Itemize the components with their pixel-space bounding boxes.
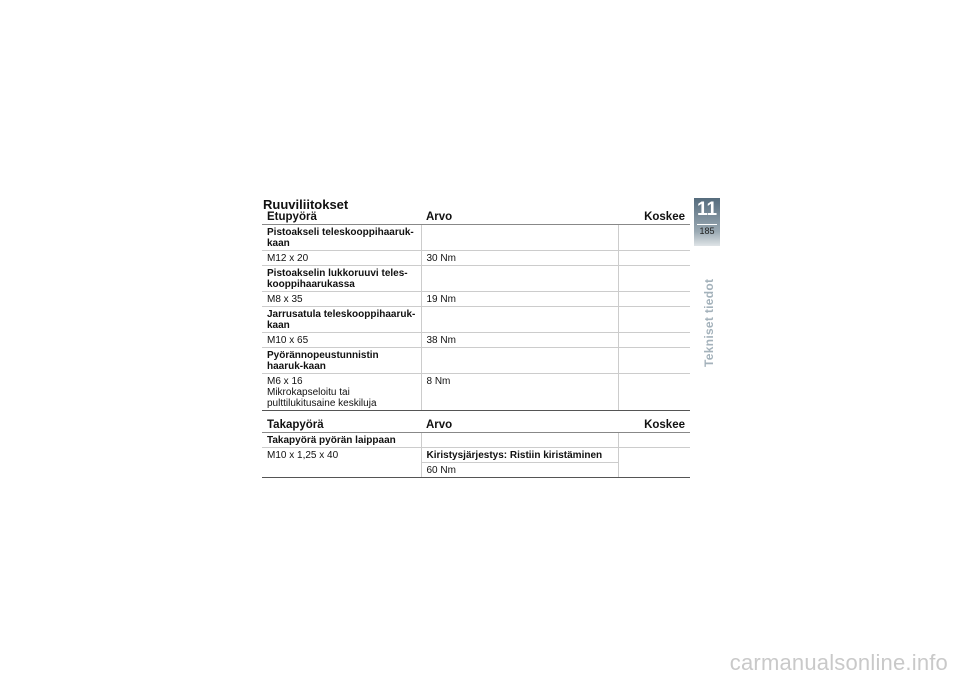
torque-value: 19 Nm (421, 292, 618, 307)
table-row (262, 292, 690, 307)
chapter-number: 11 (696, 199, 718, 220)
chapter-label: Tekniset tiedot (702, 278, 716, 367)
item-name: Pyörännopeustunnistin haaruk-kaan (262, 348, 421, 374)
table-header-row (262, 210, 690, 225)
bolt-spec: M10 x 1,25 x 40 (262, 448, 421, 478)
table-row (262, 348, 690, 374)
table-row (262, 433, 690, 448)
table-row (262, 307, 690, 333)
item-name: Jarrusatula teleskooppihaaruk-kaan (262, 307, 421, 333)
rear-wheel-table (262, 418, 690, 478)
table-row (262, 374, 690, 411)
bolt-spec: M10 x 65 (262, 333, 421, 348)
torque-value: 60 Nm (421, 463, 618, 478)
front-wheel-table (262, 210, 690, 411)
column-header-applies: Koskee (618, 418, 690, 433)
column-header-value: Arvo (421, 210, 618, 225)
column-header-wheel: Etupyörä (262, 210, 421, 225)
torque-value: 30 Nm (421, 251, 618, 266)
column-header-applies: Koskee (618, 210, 690, 225)
bolt-note: Mikrokapseloitu tai pulttilukitusaine keskiluja (267, 387, 377, 409)
torque-value: 8 Nm (421, 374, 618, 411)
section-title: Ruuviliitokset (263, 197, 349, 212)
torque-value: 38 Nm (421, 333, 618, 348)
bolt-spec: M8 x 35 (262, 292, 421, 307)
column-header-value: Arvo (421, 418, 618, 433)
item-name: Pistoakselin lukkoruuvi teles-kooppihaarukassa (262, 266, 421, 292)
bolt-spec: M6 x 16 (267, 376, 303, 387)
item-name: Pistoakseli teleskooppihaaruk-kaan (262, 225, 421, 251)
table-row (262, 225, 690, 251)
table-row (262, 251, 690, 266)
bolt-spec: M12 x 20 (262, 251, 421, 266)
table-header-row (262, 418, 690, 433)
page-number: 185 (699, 226, 715, 236)
chapter-divider (697, 224, 717, 225)
table-row (262, 448, 690, 463)
column-header-wheel: Takapyörä (262, 418, 421, 433)
table-row (262, 266, 690, 292)
watermark: carmanualsonline.info (729, 650, 948, 675)
tightening-order: Kiristysjärjestys: Ristiin kiristäminen (421, 448, 618, 463)
bolt-spec-cell (262, 374, 421, 411)
item-name: Takapyörä pyörän laippaan (262, 433, 421, 448)
table-row (262, 333, 690, 348)
